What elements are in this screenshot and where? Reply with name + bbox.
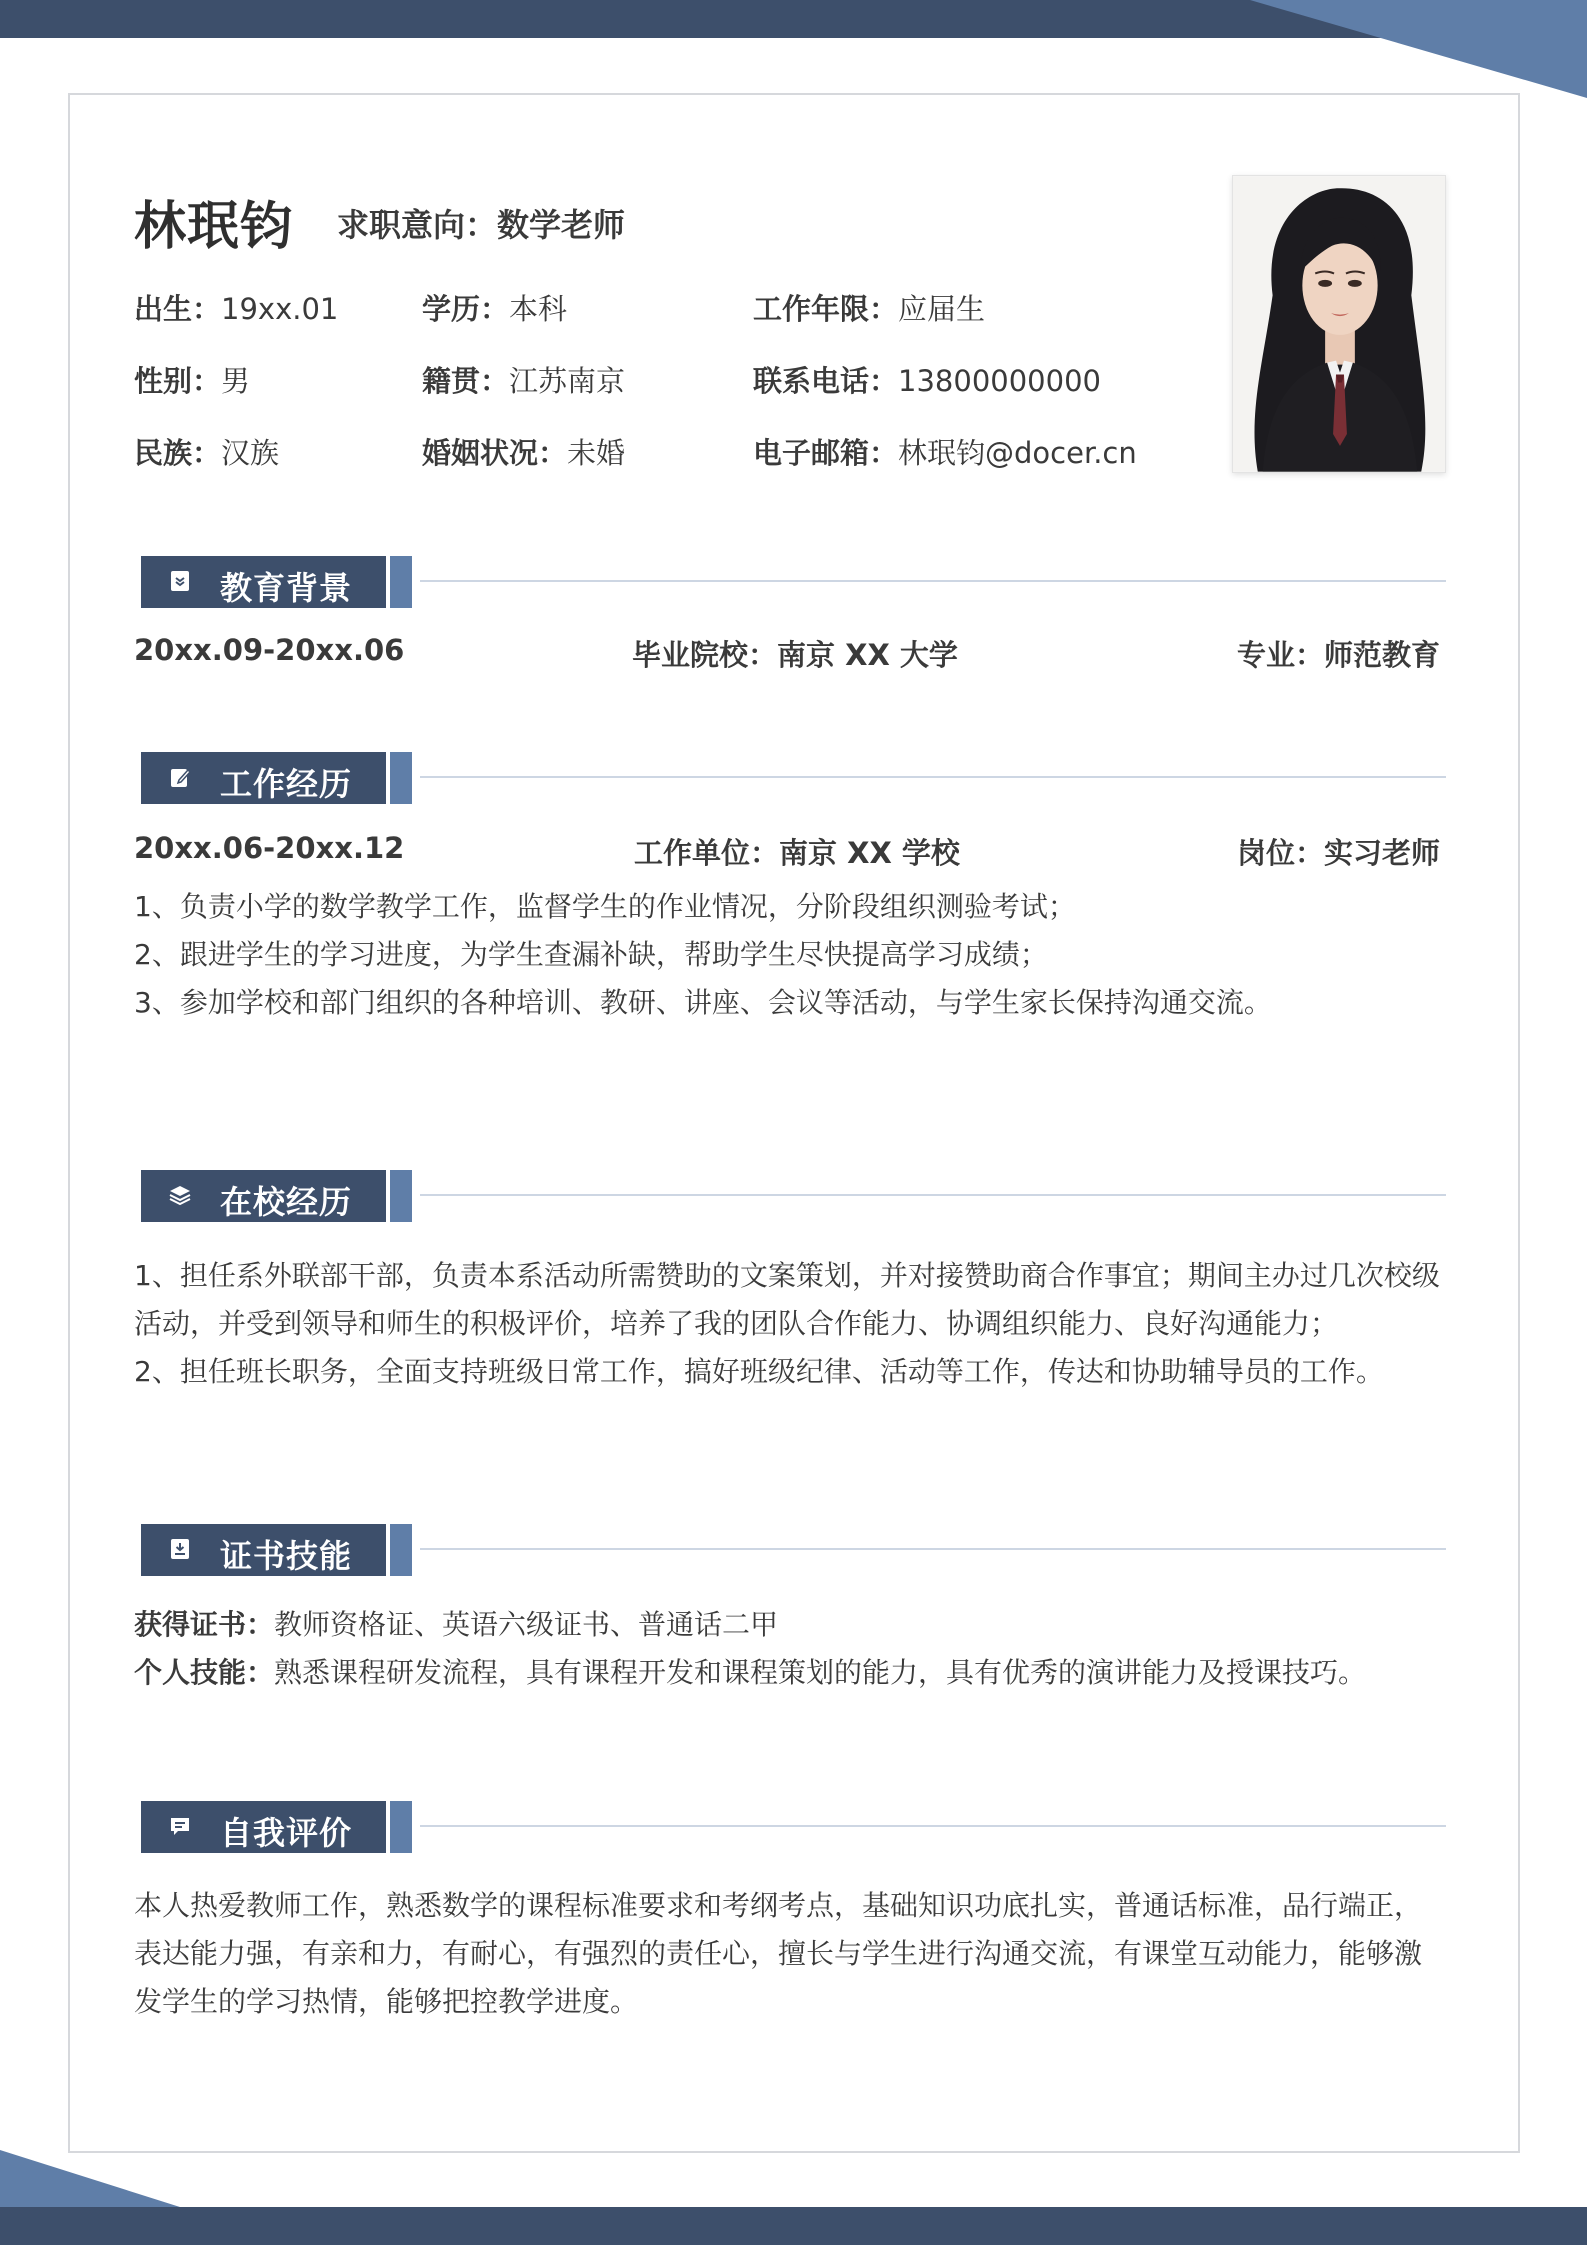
info-phone-value: 13800000000 xyxy=(898,364,1101,398)
info-marital-value: 未婚 xyxy=(567,436,626,470)
section-header-skills xyxy=(141,1524,386,1576)
bookmark-icon xyxy=(169,570,191,592)
info-email-value: 林珉钧@docer.cn xyxy=(898,436,1137,470)
work-position: 岗位：实习老师 xyxy=(1236,836,1440,870)
work-duty-item: 1、负责小学的数学教学工作，监督学生的作业情况，分阶段组织测验考试； xyxy=(134,890,1076,923)
certificates-value: 教师资格证、英语六级证书、普通话二甲 xyxy=(274,1608,779,1641)
certificates-label: 获得证书： xyxy=(134,1608,275,1641)
job-intent-label: 求职意向： xyxy=(337,206,498,244)
info-gender-label: 性别： xyxy=(134,364,222,398)
section-tab-education xyxy=(390,556,412,608)
skills-value: 熟悉课程研发流程，具有课程开发和课程策划的能力，具有优秀的演讲能力及授课技巧。 xyxy=(274,1656,1367,1689)
work-period: 20xx.06-20xx.12 xyxy=(134,831,405,865)
info-email xyxy=(753,431,1137,472)
education-school: 毕业院校：南京 XX 大学 xyxy=(632,638,958,672)
info-hometown xyxy=(422,359,625,400)
info-ethnicity-value: 汉族 xyxy=(221,436,280,470)
section-tab-skills xyxy=(390,1524,412,1576)
section-tab-self xyxy=(390,1801,412,1853)
education-period: 20xx.09-20xx.06 xyxy=(134,633,405,667)
campus-item: 1、担任系外联部干部，负责本系活动所需赞助的文案策划，并对接赞助商合作事宜；期间主办过几次校级活动，并受到领导和师生的积极评价，培养了我的团队合作能力、协调组织能力、良好沟通能力； xyxy=(134,1259,1440,1340)
section-divider-skills xyxy=(420,1548,1446,1550)
section-header-education xyxy=(141,556,386,608)
job-intent xyxy=(337,200,625,246)
info-gender-value: 男 xyxy=(221,364,251,398)
top-decor-band xyxy=(0,0,1587,100)
campus-item: 2、担任班长职务，全面支持班级日常工作，搞好班级纪律、活动等工作，传达和协助辅导员的工作。 xyxy=(134,1355,1384,1388)
info-work-years-label: 工作年限： xyxy=(753,292,899,326)
layers-icon xyxy=(169,1184,191,1206)
section-divider-campus xyxy=(420,1194,1446,1196)
info-hometown-label: 籍贯： xyxy=(422,364,510,398)
candidate-name: 林珉钧 xyxy=(134,197,294,257)
section-title-education: 教育背景 xyxy=(220,569,353,607)
section-title-campus: 在校经历 xyxy=(220,1183,353,1221)
skills-content xyxy=(134,1601,1446,1697)
certificates-line xyxy=(134,1601,1446,1649)
info-education xyxy=(422,287,567,328)
info-ethnicity xyxy=(134,431,279,472)
work-duty-item: 2、跟进学生的学习进度，为学生查漏补缺，帮助学生尽快提高学习成绩； xyxy=(134,938,1048,971)
self-evaluation-text: 本人热爱教师工作，熟悉数学的课程标准要求和考纲考点，基础知识功底扎实，普通话标准，品行端正，表达能力强，有亲和力，有耐心，有强烈的责任心，擅长与学生进行沟通交流，有课堂互动能力，能够激发学生的学习热情，能够把控教学进度。 xyxy=(134,1889,1423,2018)
self-evaluation xyxy=(134,1882,1446,2026)
info-birth-value: 19xx.01 xyxy=(221,292,339,326)
info-education-value: 本科 xyxy=(509,292,568,326)
info-birth-label: 出生： xyxy=(134,292,222,326)
info-email-label: 电子邮箱： xyxy=(753,436,899,470)
skills-label: 个人技能： xyxy=(134,1656,275,1689)
info-marital xyxy=(422,431,625,472)
skills-line xyxy=(134,1649,1446,1697)
certificate-icon xyxy=(169,1538,191,1560)
education-major: 专业：师范教育 xyxy=(1236,638,1440,672)
info-work-years xyxy=(753,287,985,328)
info-work-years-value: 应届生 xyxy=(898,292,986,326)
section-divider-education xyxy=(420,580,1446,582)
profile-photo xyxy=(1232,175,1446,473)
info-ethnicity-label: 民族： xyxy=(134,436,222,470)
work-duties xyxy=(134,883,1446,1027)
job-intent-value: 数学老师 xyxy=(497,206,626,244)
section-tab-work xyxy=(390,752,412,804)
info-birth xyxy=(134,287,338,328)
info-phone xyxy=(753,359,1101,400)
section-divider-work xyxy=(420,776,1446,778)
info-phone-label: 联系电话： xyxy=(753,364,899,398)
work-duty-item: 3、参加学校和部门组织的各种培训、教研、讲座、会议等活动，与学生家长保持沟通交流。 xyxy=(134,986,1272,1019)
edit-note-icon xyxy=(169,766,191,788)
section-title-self: 自我评价 xyxy=(220,1814,353,1852)
section-tab-campus xyxy=(390,1170,412,1222)
info-gender xyxy=(134,359,250,400)
comment-icon xyxy=(169,1815,191,1837)
work-company: 工作单位：南京 XX 学校 xyxy=(634,836,960,870)
section-header-self xyxy=(141,1801,386,1853)
section-title-skills: 证书技能 xyxy=(220,1537,353,1575)
info-marital-label: 婚姻状况： xyxy=(422,436,568,470)
section-divider-self xyxy=(420,1825,1446,1827)
section-title-work: 工作经历 xyxy=(220,765,353,803)
portrait-illustration xyxy=(1233,176,1445,472)
bottom-decor-band xyxy=(0,2140,1587,2245)
campus-experience xyxy=(134,1252,1446,1396)
info-hometown-value: 江苏南京 xyxy=(509,364,626,398)
section-header-campus xyxy=(141,1170,386,1222)
section-header-work xyxy=(141,752,386,804)
info-education-label: 学历： xyxy=(422,292,510,326)
